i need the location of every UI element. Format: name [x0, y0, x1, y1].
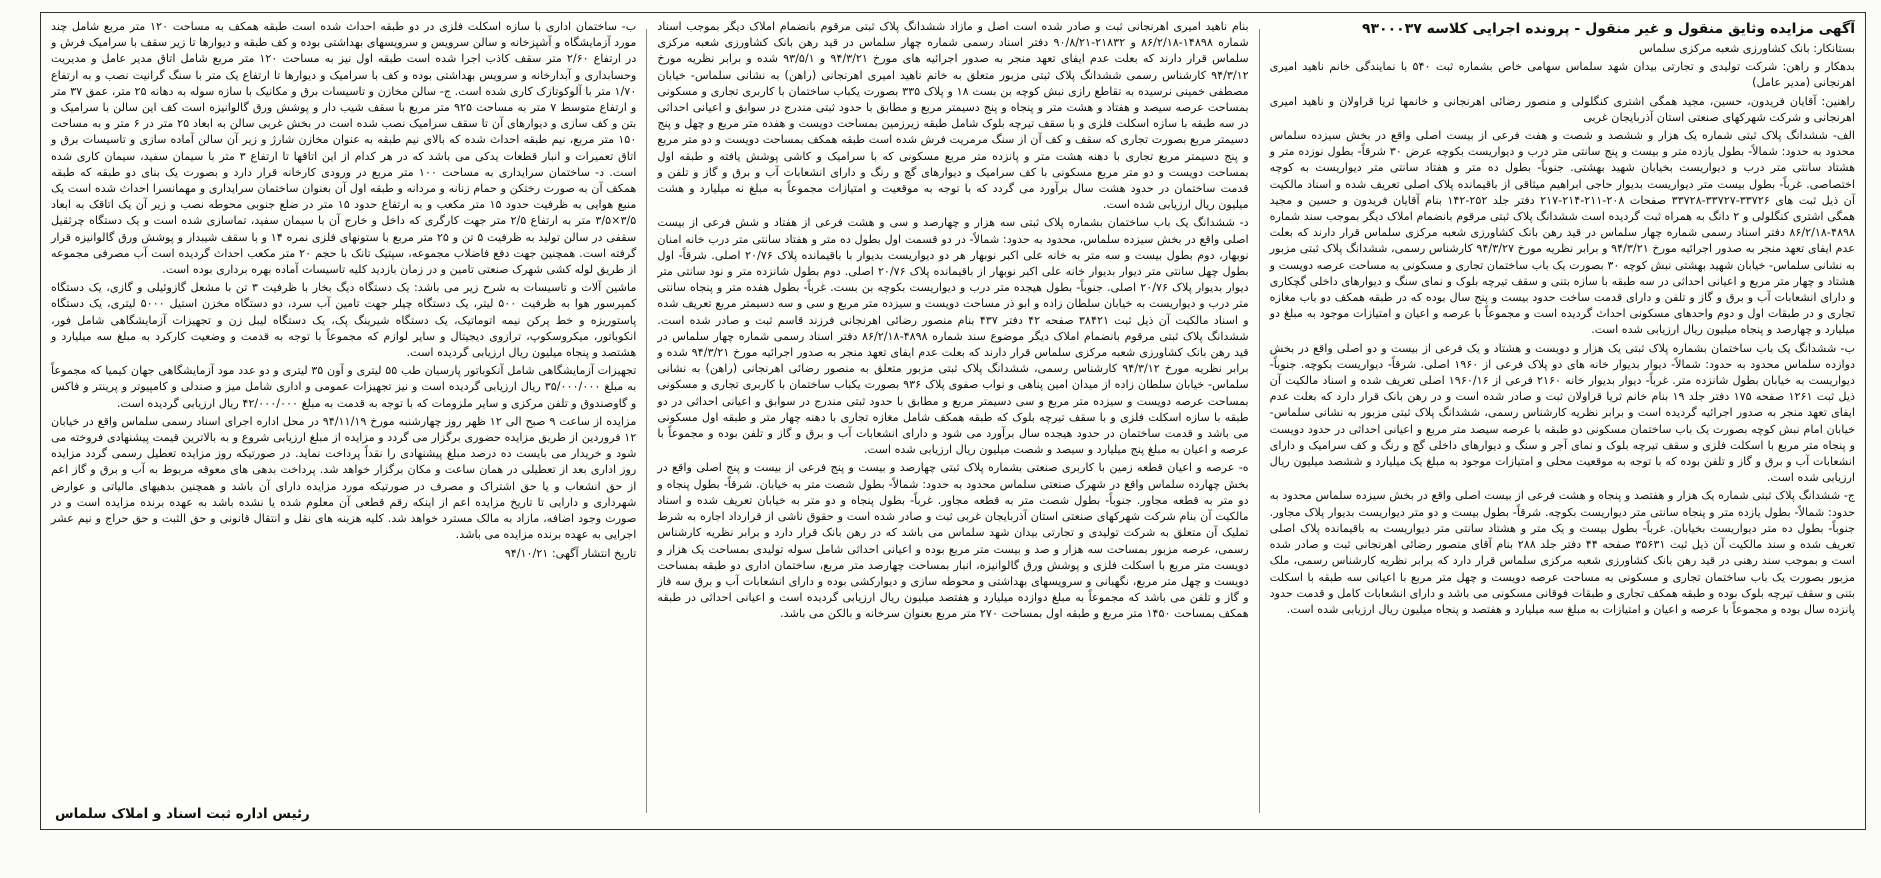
notice-column-middle: [647, 13, 1258, 829]
property-continued-paragraph: بنام ناهید امیری اهرنجانی ثبت و صادر شده است اصل و مازاد ششدانگ پلاک ثبتی مرقوم بانضمام املاک دیگر بموجب اسناد شماره ۱۴۸۹۸-۸۶/۲/۱۸ و ۲۱۸۳۲-۹۰/۸/۲۱ دفتر اسناد رسمی شماره چهار سلماس در قید رهن بانک کشاورزی شعبه مرکزی سلماس قرار دارند که بعلت عدم ایفای تعهد منجر به صدور اجرائیه های مورخ ۹۴/۳/۲۱ و ۹۳/۵/۱ شده و برابر نظریه مورخ ۹۴/۳/۱۲ کارشناس رسمی ششدانگ پلاک ثبتی مزبور متعلق به خانم ناهید امیری اهرنجانی (راهن) به نشانی سلماس- خیابان مصطفی خمینی نرسیده به تقاطع رازی نبش کوچه بن بست ۱۸ و پلاک ۳۳۵ بصورت یکباب ساختمان با کاربری تجاری و مسکونی بمساحت عرصه سیصد و هفتاد و هشت متر و پنجاه و پنج دسیمتر مربع و مطابق با حدود ثبتی مندرج در سوابق و اعیانی احداثی در سه طبقه با سازه اسکلت فلزی و با سقف تیرچه بلوک شامل طبقه زیرزمین بمساحت دویست و هفده متر مربع و چهل و پنج دسیمتر مربع بصورت تجاری که سقف و کف آن از سنگ مرمریت فرش شده است طبقه همکف بمساحت دویست و دو متر مربع و پنج دسیمتر مربع تجاری با دهنه هشت متر و پانزده متر مربع مسکونی که با سرامیک و کاشی پوشش یافته و طبقه اول بمساحت دویست و دو متر مربع مسکونی با کف سرامیک و دیوارهای گچ و رنگ و دارای انشعابات آب و برق و گاز و تلفن و قدمت ساختمان در حدود هشت سال برآورد می گردد که با توجه به موقعیت و امتیازات مجموعاً به مبلغ نه میلیارد و هشت میلیون ریال ارزیابی شده است.: [657, 20, 1249, 212]
equipment-paragraph: تجهیزات آزمایشگاهی شامل آنکوباتور پارسیان طب ۵۵ لیتری و آون ۳۵ لیتری و دو عدد مود آزمایشگاهی جهان کیمیا که مجموعاً به مبلغ ۳۵/۰۰۰/۰۰۰ ریال ارزیابی گردیده است و نیز تجهیزات عمومی و اداری شامل میز و صندلی و کامپیوتر و پرینتر و فاکس و گاوصندوق و تلفن مرکزی و سایر ملزومات که با توجه به قدمت به مبلغ ۴۲/۰۰۰/۰۰۰ ریال ارزیابی گردیده است.: [50, 364, 637, 410]
property-a-paragraph: الف- ششدانگ پلاک ثبتی شماره یک هزار و ششصد و شصت و هفت فرعی از بیست اصلی واقع در بخش سیزده سلماس محدود به حدود: شمالاً- بطول یازده متر و بیست و پنج سانتی متر درب و دیواریست بکوچه عرض ۳۰ شرقاً- بطول نوزده متر و هشتاد سانتی متر درب و دیواریست بخیابان شهید بهشتی. جنوباً- بطول ده متر و هفتاد سانتی متر دیواریست به کوچه اختصاصی. غرباً- بطول بیست متر دیواریست بدیوار حاجی ابراهیم میثاقی از باقیمانده پلاک اصلی تعریف شده و اسناد مالکیت آن ذیل ثبت های ۳۳۷۲۶-۳۳۷۲۷-۳۳۷۲۸ صفحات ۲۰۸-۲۱۱-۲۱۴-۲۱۷ دفتر جلد ۲۵۲-۱۴۲ بنام آقایان فریدون و حسین و مجید همگی اشتری کنگلولی و ۲ دانگ به همراه ثبت گردیده است ششدانگ پلاک ثبتی مرقوم بانضمام املاک دیگر بموجب سند شماره ۴۸۹۸-۸۶/۲/۱۸ دفتر اسناد رسمی شماره چهار سلماس در قید رهن بانک کشاورزی شعبه مرکزی سلماس قرار دارند که بعلت عدم ایفای تعهد منجر به صدور اجرائیه مورخ ۹۴/۳/۲۱ و برابر نظریه مورخ ۹۴/۳/۲۷ کارشناس رسمی، ششدانگ پلاک ثبتی مزبور به نشانی سلماس- خیابان شهید بهشتی نبش کوچه ۳۰ بصورت یک باب ساختمان تجاری و مسکونی به مساحت عرصه دویست و هشتاد و چهار متر مربع و اعیانی احداثی در سه طبقه با سازه بتنی و سقف تیرچه بلوک و نمای سنگ و دیوارهای داخلی گچکاری و دارای انشعابات آب و برق و گاز و تلفن و دارای قدمت ساخت حدود بیست و پنج سال بوده که در طبقه همکف دو باب مغازه تجاری و در طبقات اول و دوم واحدهای مسکونی احداث گردیده است و مجموعاً با عرصه و اعیان و امتیازات موجود به مبلغ دو میلیارد و چهارصد و پنجاه میلیون ریال ارزیابی شده است.: [1269, 129, 1856, 337]
creditor-paragraph: بستانکار: بانک کشاورزی شعبه مرکزی سلماس: [1638, 42, 1855, 55]
notice-column-right: [1260, 13, 1865, 829]
auction-notice: [40, 12, 1866, 830]
property-e-paragraph: ه- عرصه و اعیان قطعه زمین با کاربری صنعتی بشماره پلاک ثبتی چهارصد و بیست و پنج فرعی از بیست و پنج اصلی واقع در بخش چهارده سلماس واقع در شهرک صنعتی سلماس محدود به حدود: شمالاً- بطول شصت متر به خیابان. شرقاً- بطول پنجاه و دو متر به قطعه مجاور. جنوباً- بطول شصت متر به قطعه مجاور. غرباً- بطول پنجاه و دو متر به خیابان تعریف شده و اسناد مالکیت آن بنام شرکت شهرکهای صنعتی استان آذربایجان غربی ثبت و صادر شده است و حقوق ناشی از قرارداد اجاره به شرط تملیک آن متعلق به شرکت تولیدی و تجارتی بیدان شهد سلماس می باشد که در رهن بانک قرار دارد و برابر نظریه کارشناس رسمی، عرصه مزبور بمساحت سه هزار و صد و بیست متر مربع بوده و اعیانی احداثی شامل سوله تولیدی بمساحت یک هزار و دویست متر مربع با اسکلت فلزی و پوشش ورق گالوانیزه، انبار بمساحت چهارصد متر مربع، ساختمان اداری دو طبقه بمساحت دویست و چهل متر مربع، نگهبانی و سرویسهای بهداشتی و محوطه سازی و دیوارکشی بوده و دارای انشعابات آب و برق سه فاز و گاز و تلفن می باشد که مجموعاً به مبلغ دوازده میلیارد و هفتصد میلیون ریال ارزیابی گردیده است و اعیانی احداثی در طبقه همکف بمساحت ۱۴۵۰ متر مربع و طبقه اول بمساحت ۲۷۰ متر مربع بعنوان سرخانه و بالکن می باشد.: [657, 461, 1249, 621]
notice-title: آگهی مزایده وثایق منقول و غیر منقول - پرونده اجرایی کلاسه ۹۳۰۰۰۳۷: [1361, 21, 1855, 37]
property-c-paragraph: ج- ششدانگ پلاک ثبتی شماره یک هزار و هفتصد و پنجاه و هشت فرعی از بیست اصلی واقع در بخش سیزده سلماس محدود به حدود: شمالاً- بطول یازده متر و پنجاه سانتی متر دیواریست بکوچه. شرقاً- بطول بیست و دو متر دیواریست بدیوار پلاک مجاور. جنوباً- بطول ده متر دیواریست بخیابان. غرباً- بطول بیست و یک متر و هشتاد سانتی متر دیواریست به باقیمانده پلاک اصلی تعریف شده و سند مالکیت آن ذیل ثبت ۳۵۶۳۱ صفحه ۴۴ دفتر جلد ۲۸۸ بنام آقای منصور رضائی اهرنجانی ثبت و صادر شده است و بموجب سند رهنی در قید رهن بانک کشاورزی شعبه مرکزی سلماس قرار دارد که برابر نظریه کارشناس رسمی، ملک مزبور بصورت یک باب ساختمان تجاری و مسکونی به مساحت عرصه دویست و چهل متر مربع با اعیانی سه طبقه با اسکلت بتنی و سقف تیرچه بلوک بوده و طبقه همکف تجاری و طبقات فوقانی مسکونی می باشد و دارای انشعابات کامل و قدمت حدود پانزده سال بوده و مجموعاً با عرصه و اعیان و امتیازات به مبلغ سه میلیارد و هفتصد و پنجاه میلیون ریال ارزیابی شده است.: [1269, 489, 1855, 616]
notice-column-left: [41, 13, 646, 829]
publish-date: تاریخ انتشار آگهی: ۹۴/۱۰/۲۱: [504, 546, 637, 560]
buildings-paragraph: ب- ساختمان اداری با سازه اسکلت فلزی در دو طبقه احداث شده است طبقه همکف به مساحت ۱۲۰ متر مربع شامل چند مورد آزمایشگاه و آشپزخانه و سالن سرویس و سرویسهای بهداشتی بوده و کف طبقه و دیوارها تا زیر سقف با سرامیک فرش و در ارتفاع ۲/۶۰ متر سقف کاذب اجرا شده است طبقه اول نیز به مساحت ۱۲۰ متر مربع شامل اتاق مدیر عامل و مدیریت وحسابداری و آبدارخانه و سرویس بهداشتی بوده و کف با سرامیک و دیوارها تا ارتفاع یک متر با سنگ گرانیت نصب و به ارتفاع ۱/۷۰ متر با آلوکوتازک کاری شده است. ج- سالن مخازن و تاسیسات برق و مکانیک با سازه سوله به دهانه ۲۵ متر، عمق ۳۷ متر و ارتفاع متوسط ۷ متر به مساحت ۹۲۵ متر مربع با سقف شیب دار و پوشش ورق گالوانیزه است کف این سالن با سرامیک و بتن و کف سازی و دیوارهای آن تا سقف سرامیک نصب شده است در بخش غربی سالن به ابعاد ۲۵ متر در ۶ متر و به مساحت ۱۵۰ متر مربع، نیم طبقه احداث شده که بالای نیم طبقه به عنوان مخازن شارژ و زیر آن سالن آماده سازی و تاسیسات برق و اتاق تعمیرات و انبار قطعات یدکی می باشد که در هر کدام از این اتاقها تا ارتفاع ۳ متر با سیمان سفید، سیمان کاری شده است. د- ساختمان سرایداری به مساحت ۱۰۰ متر مربع در ورودی کارخانه قرار دارد و بصورت یک بنای دو طبقه که طبقه همکف آن به صورت رختکن و حمام زنانه و مردانه و طبقه اول آن بعنوان ساختمان سرایداری و مهمانسرا احداث شده است یک منبع هوایی به ظرفیت حدود ۱۵ متر مکعب و به ارتفاع حدود ۱۵ متر در ضلع جنوبی محوطه نصب و زیر آن یک اتاقک به ابعاد ۳/۵×۳/۵ متر به ارتفاع ۲/۵ متر جهت کارگری که داخل و خارج آن با سیمان سفید، تماسازی شده است و یک دستگاه چرثقیل سقفی در سالن تولید به ظرفیت ۵ تن و ۲۵ متر مربع با ستونهای فلزی نمره ۱۴ و با سقف شیبدار و پوشش ورق گالوانیزه قرار گرفته است. همچنین جهت دفع فاضلاب مجموعه، سپتیک تانک با حجم ۲۰ متر مکعب احداث گردیده است آب مصرفی مجموعه از طریق لوله کشی شهرک صنعتی تامین و در زمان بازدید کلیه تاسیسات آماده بهره برداری بوده است.: [50, 20, 637, 277]
property-d-paragraph: د- ششدانگ یک باب ساختمان بشماره پلاک ثبتی سه هزار و چهارصد و سی و هشت فرعی از هفتاد و شش فرعی از بیست اصلی واقع در بخش سیزده سلماس، محدود به حدود: شمالاً- در دو قسمت اول بطول ده متر و هفتاد سانتی متر درب خانه امنان نوبهار، دوم بطول بیست و سه متر به خانه علی اکبر نوبهار هر دو دیواریست بدیوار با باقیمانده پلاک ۲۰/۷۶ اصلی. شرقاً- اول بطول چهل سانتی متر دیوار بدیوار خانه علی اکبر نوبهار از باقیمانده پلاک ۲۰/۷۶ اصلی. دوم بطول شانزده متر و نود سانتی متر دیوار بدیوار پلاک ۲۰/۷۶ اصلی. جنوباً- بطول هیجده متر درب و دیواریست بکوچه بن بست. غرباً- بطول هفده متر و پنجاه سانتی متر درب و دیواریست به خیابان سلطان زاده و ابو ذر مساحت دویست و سیزده متر مربع و سی و سه دسیمتر مربع تعریف شده و اسناد مالکیت آن ذیل ثبت ۳۸۴۲۱ صفحه ۴۲ دفتر ۴۳۷ بنام منصور رضائی اهرنجانی فرزند قاسم ثبت و صادر شده است. ششدانگ پلاک ثبتی مرقوم بانضمام املاک دیگر موضوع سند شماره ۴۸۹۸-۸۶/۲/۱۸ دفتر اسناد رسمی شماره چهار سلماس در قید رهن بانک کشاورزی شعبه مرکزی سلماس قرار دارند که بعلت عدم ایفای تعهد منجر به صدور اجرائیه مورخ ۹۴/۳/۲۱ شده و برابر نظریه مورخ ۹۴/۳/۱۲ کارشناس رسمی، ششدانگ پلاک ثبتی مزبور متعلق به منصور رضائی اهرنجانی (راهن) به نشانی سلماس- خیابان سلطان زاده از میدان امین پناهی و نواب صفوی پلاک ۹۳۶ بصورت یکباب ساختمان با کاربری تجاری و مسکونی بمساحت عرصه دویست و سیزده متر مربع و سی دسیمتر مربع و مطابق با حدود ثبتی مندرج در سوابق و اعیانی احداثی در دو طبقه با سازه اسکلت فلزی و با سقف تیرچه بلوک که طبقه همکف شامل مغازه تجاری با دهنه چهار متر و طبقه اول مسکونی می باشد و قدمت ساختمان در حدود هیجده سال برآورد می شود و دارای انشعابات آب و برق و گاز و تلفن بوده و مجموعاً با عرصه و اعیان به مبلغ پنج میلیارد و سیصد و شصت میلیون ریال ارزیابی شده است.: [657, 216, 1249, 457]
auction-terms-paragraph: مزایده از ساعت ۹ صبح الی ۱۲ ظهر روز چهارشنبه مورخ ۹۴/۱۱/۱۹ در محل اداره اجرای اسناد رسمی سلماس واقع در خیابان ۱۲ فروردین از طریق مزایده حضوری برگزار می گردد و مزایده از مبلغ ارزیابی شروع و به بالاترین قیمت پیشنهادی فروخته می شود و خریدار می بایست ده درصد مبلغ پیشنهادی را نقداً پرداخت نماید. در صورتیکه روز مزایده تعطیل رسمی گردد مزایده روز اداری بعد از تعطیلی در همان ساعت و مکان برگزار خواهد شد. پرداخت بدهی های معوقه مربوط به آب و برق و گاز اعم از حق انشعاب و یا حق اشتراک و مصرف در صورتیکه مورد مزایده دارای آن باشد و همچنین بدهیهای مالیاتی و عوارض شهرداری و دارایی تا تاریخ مزایده اعم از اینکه رقم قطعی آن معلوم شده یا نشده باشد به عهده برنده مزایده است و در صورت وجود اضافه، مازاد به مالک مسترد خواهد شد. کلیه هزینه های نقل و انتقال قانونی و حق الثبت و حق حراج و نیم عشر اجرایی به عهده برنده مزایده می باشد.: [50, 414, 637, 542]
machinery-paragraph: ماشین آلات و تاسیسات به شرح زیر می باشد: یک دستگاه دیگ بخار با ظرفیت ۳ تن با مشعل گازوئیلی و گازی، یک دستگاه کمپرسور هوا به ظرفیت ۵۰۰ لیتر، یک دستگاه چیلر جهت تامین آب سرد، دو دستگاه مخزن استیل ۵۰۰۰ لیتری، یک دستگاه پاستوریزه و خط پرکن نیمه اتوماتیک، یک دستگاه شیرینگ پک، یک دستگاه لیبل زن و تجهیزات آزمایشگاهی شامل فور، انکوباتور، میکروسکوپ، ترازوی دیجیتال و سایر لوازم که مجموعاً با توجه به قدمت و وضعیت کارکرد به مبلغ سه میلیارد و هشتصد و پنجاه میلیون ریال ارزیابی گردیده است.: [50, 281, 637, 360]
signature: رئیس اداره ثبت اسناد و املاک سلماس: [54, 806, 310, 822]
mortgagors-paragraph: راهنین: آقایان فریدون، حسین، مجید همگی اشتری کنگلولی و منصور رضائی اهرنجانی و خانمها ثریا قراولان و ناهید امیری اهرنجانی و شرکت شهرکهای صنعتی استان آذربایجان غربی: [1269, 94, 1855, 124]
debtor-paragraph: بدهکار و راهن: شرکت تولیدی و تجارتی بیدان شهد سلماس سهامی خاص بشماره ثبت ۵۴۰ با نمایندگی خانم ناهید امیری اهرنجانی (مدیر عامل): [1269, 60, 1855, 90]
property-b-paragraph: ب- ششدانگ یک باب ساختمان بشماره پلاک ثبتی یک هزار و دویست و هشتاد و یک فرعی از بیست و دو اصلی واقع در بخش دوازده سلماس محدود به حدود: شمالاً- دیوار بدیوار خانه های دو پلاک فرعی از ۱۹۶۰ اصلی. شرقاً- دیواریست بکوچه. جنوباً- دیواریست به خیابان بطول شانزده متر. غرباً- دیوار بدیوار خانه ۲۱۶۰ فرعی از ۱۹۶۰/۱۶ اصلی تعریف شده و اسناد مالکیت آن ذیل ثبت ۱۲۶۱ صفحه ۱۷۵ دفتر جلد ۱۹ بنام خانم ثریا قراولان ثبت و صادر شده است و در رهن بانک قرار دارد که بعلت عدم ایفای تعهد منجر به صدور اجرائیه گردیده است و برابر نظریه کارشناس رسمی، ششدانگ پلاک ثبتی مزبور به نشانی سلماس- خیابان امام نبش کوچه بصورت یک باب ساختمان مسکونی دو طبقه با عرصه سیصد متر مربع و اعیانی احداثی در حدود دویست و پنجاه متر مربع با اسکلت فلزی و سقف تیرچه بلوک و نمای آجر و سنگ و دیوارهای داخلی گچ و رنگ و کف سرامیک و دارای انشعابات آب و برق و گاز و تلفن بوده که با توجه به موقعیت محلی و امتیازات موجود به مبلغ یک میلیارد و ششصد میلیون ریال ارزیابی شده است.: [1269, 341, 1855, 485]
